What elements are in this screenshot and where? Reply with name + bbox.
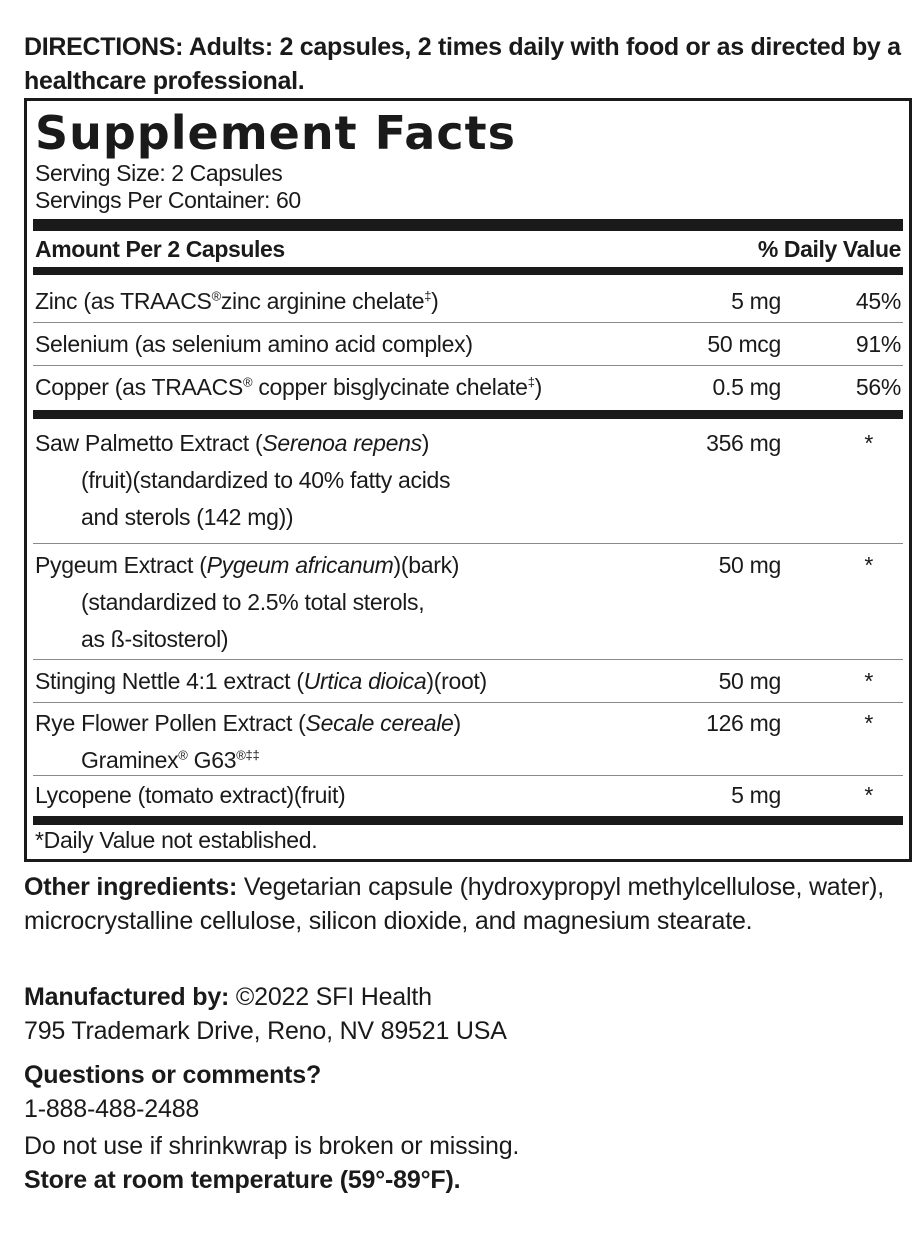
ingredient-amount: 50 mg [718, 668, 781, 694]
registered-dagger-mark: ®‡‡ [236, 747, 260, 763]
servings-per-container: Servings Per Container: 60 [35, 187, 301, 213]
ingredient-name: Lycopene (tomato extract)(fruit) [35, 782, 346, 808]
amount-header: Amount Per 2 Capsules [35, 236, 285, 262]
ingredient-dv: * [864, 782, 873, 808]
row-divider [33, 659, 903, 660]
registered-mark: ® [178, 747, 188, 763]
nutrient-dv: 56% [855, 374, 901, 400]
ingredient-name: Pygeum Extract ( [35, 552, 207, 578]
latin-name: Pygeum africanum [206, 552, 394, 578]
ingredient-name: Saw Palmetto Extract ( [35, 430, 263, 456]
storage-instructions: Store at room temperature (59°-89°F). [24, 1166, 461, 1194]
nutrient-dv: 91% [855, 331, 901, 357]
latin-name: Secale cereale [305, 710, 454, 736]
ingredient-name-end: )(root) [426, 668, 487, 694]
ingredient-dv: * [864, 710, 873, 736]
nutrient-name: Selenium (as selenium amino acid complex) [35, 331, 473, 357]
nutrient-name-cont: copper bisglycinate chelate [252, 374, 528, 400]
supplement-facts-panel [24, 98, 912, 862]
nutrient-amount: 0.5 mg [712, 374, 781, 400]
double-dagger: ‡ [527, 374, 535, 390]
phone-number: 1-888-488-2488 [24, 1095, 200, 1123]
manufacturer [24, 980, 904, 1014]
brand-name: Graminex [81, 747, 179, 773]
ingredient-name: Rye Flower Pollen Extract ( [35, 710, 306, 736]
brand-code: G63 [187, 747, 237, 773]
ingredient-name-end: ) [421, 430, 430, 456]
nutrient-name-end: ) [431, 288, 439, 314]
facts-title: Supplement Facts [35, 106, 516, 160]
ingredient-name-end: )(bark) [393, 552, 460, 578]
ingredient-dv: * [864, 430, 873, 456]
thick-divider [33, 219, 903, 231]
manufacturer-address: 795 Trademark Drive, Reno, NV 89521 USA [24, 1017, 507, 1045]
manufacturer-text: ©2022 SFI Health [229, 983, 432, 1011]
ingredient-amount: 126 mg [706, 710, 781, 736]
row-divider [33, 702, 903, 703]
nutrient-amount: 50 mcg [707, 331, 781, 357]
nutrient-dv: 45% [855, 288, 901, 314]
shrinkwrap-warning: Do not use if shrinkwrap is broken or missing. [24, 1132, 520, 1160]
ingredient-amount: 356 mg [706, 430, 781, 456]
registered-mark: ® [211, 288, 221, 304]
ingredient-name: Stinging Nettle 4:1 extract ( [35, 668, 304, 694]
other-ingredients [24, 870, 904, 938]
ingredient-detail: as ß-sitosterol) [81, 626, 229, 652]
ingredient-detail: (fruit)(standardized to 40% fatty acids [81, 467, 451, 493]
registered-mark: ® [242, 374, 253, 390]
manufacturer-label: Manufactured by: [24, 983, 230, 1011]
other-ingredients-text: Vegetarian capsule (hydroxypropyl methylcellulose, water), microcrystalline cellulose, silicon dioxide, and magnesium stearate. [24, 873, 884, 935]
nutrient-name: Copper (as TRAACS [35, 374, 243, 400]
ingredient-dv: * [864, 552, 873, 578]
ingredient-amount: 50 mg [718, 552, 781, 578]
latin-name: Urtica dioica [303, 668, 427, 694]
nutrient-amount: 5 mg [731, 288, 781, 314]
ingredient-amount: 5 mg [731, 782, 781, 808]
ingredient-name-end: ) [453, 710, 461, 736]
row-divider [33, 322, 903, 323]
section-divider [33, 410, 903, 419]
ingredient-dv: * [864, 668, 873, 694]
nutrient-name-end: ) [534, 374, 542, 400]
latin-name: Serenoa repens [262, 430, 422, 456]
directions-text: DIRECTIONS: Adults: 2 capsules, 2 times daily with food or as directed by a healthcare professional. [24, 33, 901, 95]
daily-value-footnote: *Daily Value not established. [35, 827, 318, 853]
questions-label: Questions or comments? [24, 1061, 322, 1089]
ingredient-detail: (standardized to 2.5% total sterols, [81, 589, 425, 615]
ingredient-detail: and sterols (142 mg)) [81, 504, 294, 530]
other-ingredients-label: Other ingredients: [24, 873, 238, 901]
row-divider [33, 775, 903, 776]
serving-size: Serving Size: 2 Capsules [35, 160, 283, 186]
daily-value-header: % Daily Value [757, 236, 901, 262]
header-divider [33, 267, 903, 275]
row-divider [33, 365, 903, 366]
bottom-divider [33, 816, 903, 825]
nutrient-name-cont: zinc arginine chelate [220, 288, 425, 314]
row-divider [33, 543, 903, 544]
nutrient-name: Zinc (as TRAACS [35, 288, 212, 314]
double-dagger: ‡ [424, 288, 432, 304]
